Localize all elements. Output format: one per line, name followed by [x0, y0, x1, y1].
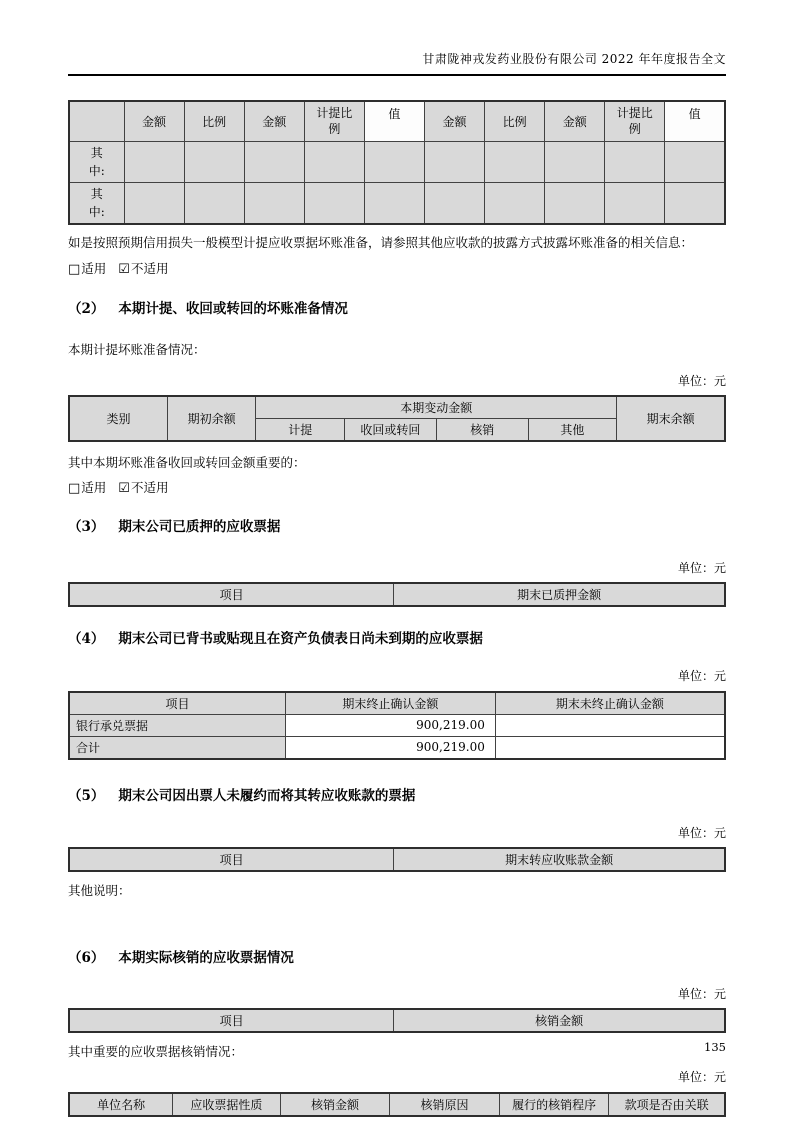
applicability-row [68, 478, 726, 496]
column-header: 核销 [436, 418, 528, 441]
unit-label: 单位：元 [677, 1069, 726, 1084]
checkbox-checked-icon: ☑ [118, 480, 130, 496]
section-heading-5 [68, 784, 726, 804]
section-heading-2 [68, 297, 726, 317]
column-header: 项目 [69, 692, 285, 715]
table-cell [184, 141, 244, 182]
section-heading-4 [68, 627, 726, 647]
checkbox-unchecked-icon: □ [68, 261, 81, 277]
table-cell [545, 141, 605, 182]
table-cell [364, 182, 424, 224]
report-title: 甘肃陇神戎发药业股份有限公司 2022 年年度报告全文 [422, 52, 726, 66]
table-cell [485, 182, 545, 224]
column-header: 计提 [256, 418, 345, 441]
row-label: 其中: [69, 182, 124, 224]
column-header: 应收票据性质 [173, 1093, 281, 1116]
section-title: 期末公司因出票人未履约而将其转应收账款的票据 [118, 787, 416, 804]
table-cell-item: 合计 [69, 736, 285, 759]
table-cell-item: 银行承兑票据 [69, 714, 285, 736]
section-number: （3） [68, 518, 105, 535]
column-header: 计提比例 [304, 101, 364, 141]
other-note: 其他说明： [68, 882, 131, 898]
table-pledged-notes [68, 582, 726, 607]
table-cell [485, 141, 545, 182]
unit-label: 单位：元 [677, 373, 726, 388]
column-header: 期末转应收账款金额 [394, 848, 725, 871]
provision-note: 本期计提坏账准备情况： [68, 341, 206, 357]
table-cell-amount [495, 714, 725, 736]
not-applicable-label: 不适用 [130, 479, 169, 495]
table-cell [665, 141, 725, 182]
table-writeoff-details [68, 1092, 726, 1117]
section-title: 本期实际核销的应收票据情况 [118, 949, 294, 966]
column-header: 期末未终止确认金额 [495, 692, 725, 715]
column-header-group: 本期变动金额 [256, 396, 617, 419]
section-heading-3 [68, 515, 726, 535]
section-number: （4） [68, 630, 105, 647]
table-cell [545, 182, 605, 224]
column-header: 金额 [424, 101, 484, 141]
table-cell [244, 141, 304, 182]
not-applicable-label: 不适用 [130, 260, 169, 276]
report-header [68, 50, 726, 76]
table-cell-amount: 900,219.00 [285, 736, 495, 759]
column-header [69, 101, 124, 141]
table-cell [124, 141, 184, 182]
section-title: 期末公司已质押的应收票据 [118, 518, 281, 535]
column-header: 金额 [545, 101, 605, 141]
column-header: 值 [665, 101, 725, 141]
column-header: 收回或转回 [344, 418, 436, 441]
table-cell [184, 182, 244, 224]
column-header: 比例 [485, 101, 545, 141]
table-cell [665, 182, 725, 224]
column-header: 期末余额 [617, 396, 725, 441]
column-header: 金额 [244, 101, 304, 141]
column-header: 款项是否由关联 [609, 1093, 725, 1116]
section-number: （2） [68, 300, 105, 317]
column-header: 核销原因 [390, 1093, 500, 1116]
column-header: 值 [364, 101, 424, 141]
column-header: 期末已质押金额 [394, 583, 725, 606]
column-header: 金额 [124, 101, 184, 141]
table-cell [424, 182, 484, 224]
table-endorsed-notes [68, 691, 726, 760]
table-cell [424, 141, 484, 182]
section-title: 期末公司已背书或贴现且在资产负债表日尚未到期的应收票据 [118, 630, 483, 647]
checkbox-checked-icon: ☑ [118, 261, 130, 277]
table-cell [244, 182, 304, 224]
unit-label: 单位：元 [677, 825, 726, 840]
ecl-note: 如是按照预期信用损失一般模型计提应收票据坏账准备，请参照其他应收款的披露方式披露坏账准备的相关信息： [68, 234, 694, 250]
section-number: （6） [68, 949, 105, 966]
column-header: 比例 [184, 101, 244, 141]
table-bad-debt-carryover [68, 100, 726, 225]
column-header: 其他 [528, 418, 617, 441]
column-header: 类别 [69, 396, 167, 441]
column-header: 项目 [69, 848, 394, 871]
applicable-label: 适用 [81, 260, 107, 276]
column-header: 期末终止确认金额 [285, 692, 495, 715]
unit-label: 单位：元 [677, 560, 726, 575]
table-cell [605, 141, 665, 182]
table-cell-amount: 900,219.00 [285, 714, 495, 736]
section-heading-6 [68, 946, 726, 966]
column-header: 项目 [69, 583, 394, 606]
column-header: 项目 [69, 1009, 394, 1032]
row-label: 其中: [69, 141, 124, 182]
table-cell [304, 182, 364, 224]
recovery-note: 其中本期坏账准备收回或转回金额重要的： [68, 454, 306, 470]
table-writeoff-notes [68, 1008, 726, 1033]
page-number: 135 [704, 1040, 726, 1054]
section-title: 本期计提、收回或转回的坏账准备情况 [118, 300, 348, 317]
table-cell [605, 182, 665, 224]
applicability-row [68, 259, 726, 277]
column-header: 履行的核销程序 [499, 1093, 609, 1116]
writeoff-note: 其中重要的应收票据核销情况： [68, 1043, 244, 1059]
unit-label: 单位：元 [677, 986, 726, 1001]
table-cell [124, 182, 184, 224]
section-number: （5） [68, 787, 105, 804]
table-cell-amount [495, 736, 725, 759]
column-header: 核销金额 [394, 1009, 725, 1032]
table-provision-changes [68, 395, 726, 442]
table-transferred-notes [68, 847, 726, 872]
column-header: 单位名称 [69, 1093, 173, 1116]
table-cell [304, 141, 364, 182]
checkbox-unchecked-icon: □ [68, 480, 81, 496]
column-header: 计提比例 [605, 101, 665, 141]
table-cell [364, 141, 424, 182]
column-header: 期初余额 [167, 396, 256, 441]
applicable-label: 适用 [81, 479, 107, 495]
column-header: 核销金额 [280, 1093, 390, 1116]
unit-label: 单位：元 [677, 668, 726, 683]
